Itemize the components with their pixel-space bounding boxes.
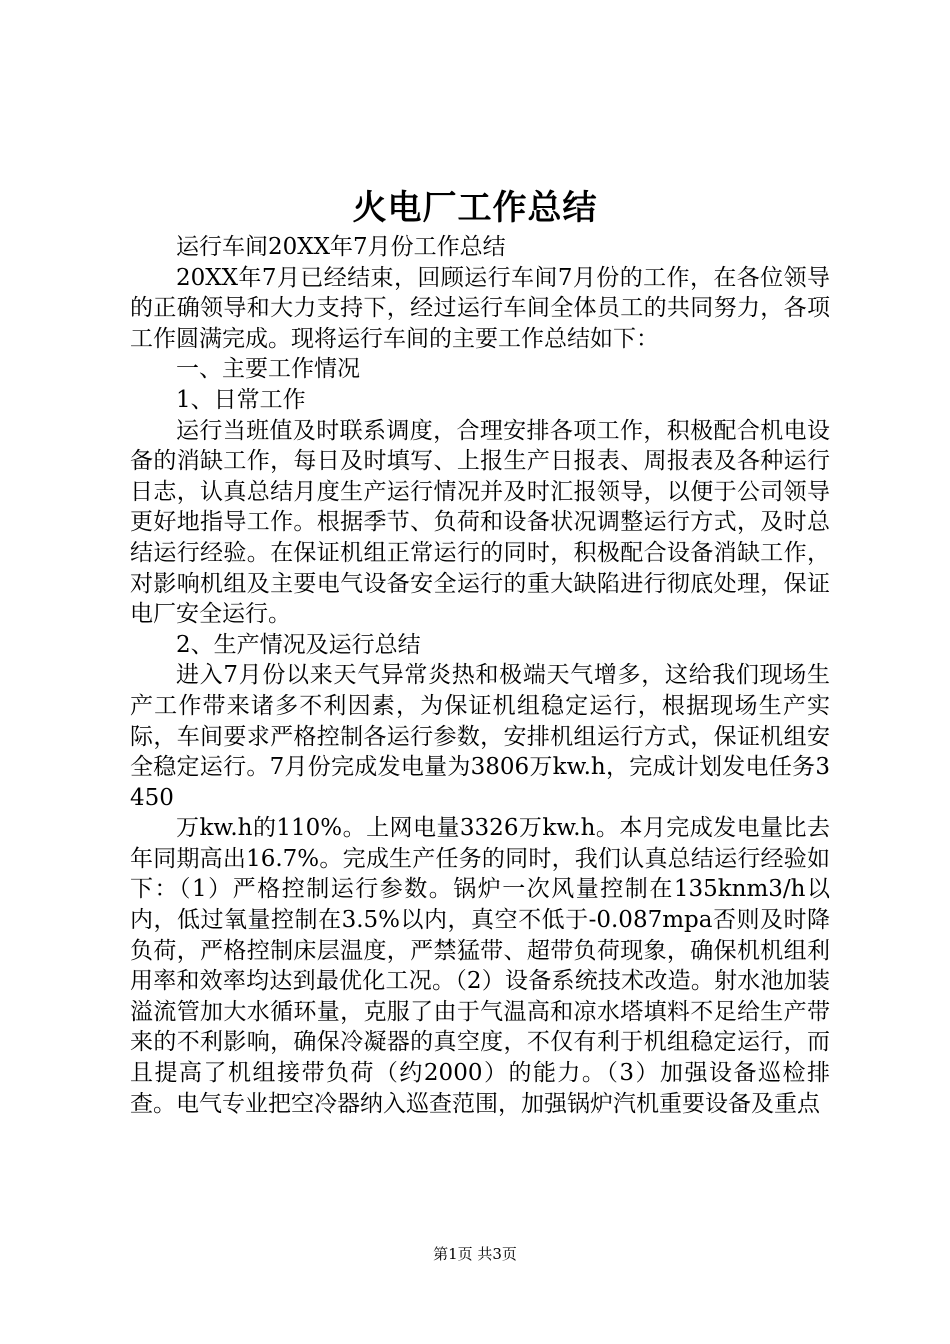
paragraph-daily-work: 运行当班值及时联系调度，合理安排各项工作，积极配合机电设备的消缺工作，每日及时填写、上报生产日报表、周报表及各种运行日志，认真总结月度生产运行情况并及时汇报领导，以便于公司领导更好地指导工作。根据季节、负荷和设备状况调整运行方式，及时总结运行经验。在保证机组正常运行的同时，积极配合设备消缺工作，对影响机组及主要电气设备安全运行的重大缺陷进行彻底处理，保证电厂安全运行。 bbox=[130, 417, 830, 628]
paragraph-production: 进入7月份以来天气异常炎热和极端天气增多，这给我们现场生产工作带来诸多不利因素，为保证机组稳定运行，根据现场生产实际，车间要求严格控制各运行参数，安排机组运行方式，保证机组安全稳定运行。7月份完成发电量为3806万kw.h，完成计划发电任务3450 bbox=[130, 662, 830, 811]
paragraph-subtitle: 运行车间20XX年7月份工作总结 bbox=[176, 234, 506, 260]
document-body bbox=[130, 232, 830, 1119]
subsection-heading-daily-work: 1、日常工作 bbox=[176, 386, 306, 413]
page-footer: 第1页 共3页 bbox=[433, 1245, 517, 1263]
section-heading-main-work: 一、主要工作情况 bbox=[176, 356, 360, 383]
subsection-heading-production: 2、生产情况及运行总结 bbox=[176, 631, 421, 658]
paragraph-intro: 20XX年7月已经结束，回顾运行车间7月份的工作，在各位领导的正确领导和大力支持下，经过运行车间全体员工的共同努力，各项工作圆满完成。现将运行车间的主要工作总结如下： bbox=[130, 264, 830, 352]
paragraph-experience: 万kw.h的110%。上网电量3326万kw.h。本月完成发电量比去年同期高出16.7%。完成生产任务的同时，我们认真总结运行经验如下：（1）严格控制运行参数。锅炉一次风量控制在135knm3/h以内，低过氧量控制在3.5%以内，真空不低于-0.087mpa否则及时降负荷，严格控制床层温度，严禁猛带、超带负荷现象，确保机机组利用率和效率均达到最优化工况。（2）设备系统技术改造。射水池加装溢流管加大水循环量，克服了由于气温高和凉水塔填料不足给生产带来的不利影响，确保冷凝器的真空度，不仅有利于机组稳定运行，而且提高了机组接带负荷（约2000）的能力。（3）加强设备巡检排查。电气专业把空冷器纳入巡查范围，加强锅炉汽机重要设备及重点 bbox=[130, 815, 830, 1117]
document-title: 火电厂工作总结 bbox=[352, 188, 598, 228]
